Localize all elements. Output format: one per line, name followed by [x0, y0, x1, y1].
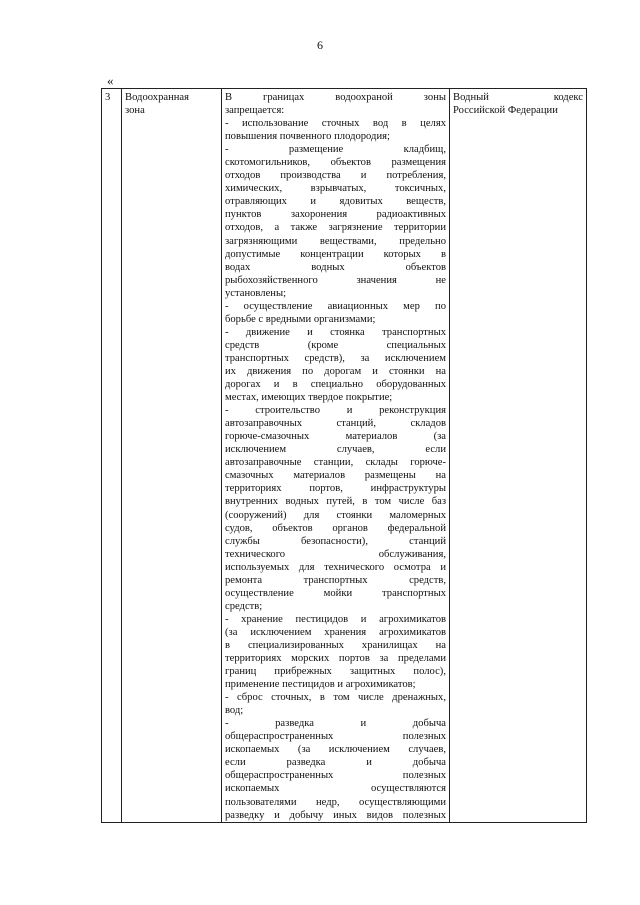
- restriction-text-line: - движение и стоянка транспортных: [225, 326, 446, 338]
- zone-cell: [122, 89, 222, 823]
- restriction-text-line: - хранение пестицидов и агрохимикатов: [225, 613, 446, 625]
- restriction-text-line: автозаправочные станции, склады горюче-: [225, 457, 446, 469]
- restriction-text-line: средств (кроме специальных: [225, 339, 446, 351]
- restriction-text-line: в специализированных хранилищах на: [225, 639, 446, 651]
- restriction-text-line: - разведка и добыча: [225, 718, 446, 730]
- restriction-text-line: технического обслуживания,: [225, 548, 446, 560]
- restriction-text-line: борьбе с вредными организмами;: [225, 313, 376, 325]
- restriction-text-line: дорогах и в специально оборудованных: [225, 379, 446, 391]
- restrictions-cell: [222, 89, 450, 823]
- restriction-text-line: пользователями недр, осуществляющими: [225, 796, 446, 808]
- restriction-text-line: транспортных средств), за исключением: [225, 352, 446, 364]
- restriction-text-line: внутренних водных путей, в том числе баз: [225, 496, 446, 508]
- restriction-text-line: территориях портов, инфраструктуры: [225, 483, 446, 495]
- restriction-text-line: - размещение кладбищ,: [225, 144, 446, 156]
- restriction-text-line: используемых для технического осмотра и: [225, 561, 446, 573]
- restriction-text-line: пунктов захоронения радиоактивных: [225, 209, 446, 221]
- restriction-text-line: если разведка и добыча: [225, 757, 446, 769]
- opening-quote-mark: «: [107, 73, 114, 88]
- restriction-text-line: местах, имеющих твердое покрытие;: [225, 392, 393, 404]
- restriction-text-line: исключением случаев, если: [225, 444, 446, 456]
- restriction-text-line: В границах водоохраной зоны: [225, 92, 446, 103]
- zone-line: Водоохранная: [125, 92, 189, 103]
- restriction-text-line: отходов производства и потребления,: [225, 170, 446, 182]
- restriction-text-line: судов, объектов органов федеральной: [225, 522, 446, 534]
- restriction-text-line: отравляющих и ядовитых веществ,: [225, 196, 446, 208]
- restriction-text-line: общераспространенных полезных: [225, 770, 446, 782]
- zone-line: зона: [125, 105, 145, 117]
- table-row: [102, 89, 587, 823]
- restriction-text-line: (сооружений) для стоянки маломерных: [225, 509, 446, 521]
- restriction-text-line: водах водных объектов: [225, 261, 446, 273]
- restriction-text-line: - использование сточных вод в целях: [225, 118, 446, 130]
- page-number: 6: [317, 38, 323, 52]
- restriction-text-line: допустимые концентрации которых в: [225, 248, 446, 260]
- restriction-text-line: химических, взрывчатых, токсичных,: [225, 183, 446, 195]
- restriction-text-line: разведку и добычу иных видов полезных: [225, 809, 446, 821]
- row-number-cell: 3: [102, 89, 122, 823]
- restriction-text-line: горюче-смазочных материалов (за: [225, 431, 446, 443]
- restriction-text-line: их движения по дорогам и стоянки на: [225, 365, 446, 377]
- restriction-text-line: территориях морских портов за пределами: [225, 653, 446, 665]
- restriction-text-line: - сброс сточных, в том числе дренажных,: [225, 692, 446, 704]
- restriction-text-line: - строительство и реконструкция: [225, 405, 446, 417]
- restriction-text-line: смазочных материалов размещены на: [225, 470, 446, 482]
- restriction-text-line: запрещается:: [225, 105, 285, 117]
- restriction-text-line: вод;: [225, 705, 244, 717]
- restriction-text-line: - осуществление авиационных мер по: [225, 300, 446, 312]
- restriction-text-line: ремонта транспортных средств,: [225, 574, 446, 586]
- restriction-text-line: службы безопасности), станций: [225, 535, 446, 547]
- restriction-text-line: рыбохозяйственного значения не: [225, 274, 446, 286]
- restriction-text-line: загрязняющими веществами, предельно: [225, 235, 446, 247]
- restriction-text-line: применение пестицидов и агрохимикатов;: [225, 679, 416, 691]
- law-line: Российской Федерации: [453, 105, 558, 117]
- restriction-text-line: автозаправочных станций, складов: [225, 418, 446, 430]
- legal-basis-cell: [450, 89, 587, 823]
- restriction-text-line: скотомогильников, объектов размещения: [225, 157, 446, 169]
- restriction-text-line: установлены;: [225, 287, 287, 299]
- restriction-text-line: (за исключением хранения агрохимикатов: [225, 626, 446, 638]
- regulation-table: [101, 88, 587, 823]
- restriction-text-line: ископаемых (за исключением случаев,: [225, 744, 446, 756]
- restriction-text-line: осуществление мойки транспортных: [225, 587, 446, 599]
- restriction-text-line: повышения почвенного плодородия;: [225, 131, 390, 143]
- law-line: Водный кодекс: [453, 92, 583, 103]
- restriction-text-line: общераспространенных полезных: [225, 731, 446, 743]
- restriction-text-line: ископаемых осуществляются: [225, 783, 446, 795]
- restriction-text-line: отходов, а также загрязнение территории: [225, 222, 446, 234]
- restriction-text-line: границ прибрежных защитных полос),: [225, 666, 446, 678]
- restriction-text-line: средств;: [225, 600, 263, 612]
